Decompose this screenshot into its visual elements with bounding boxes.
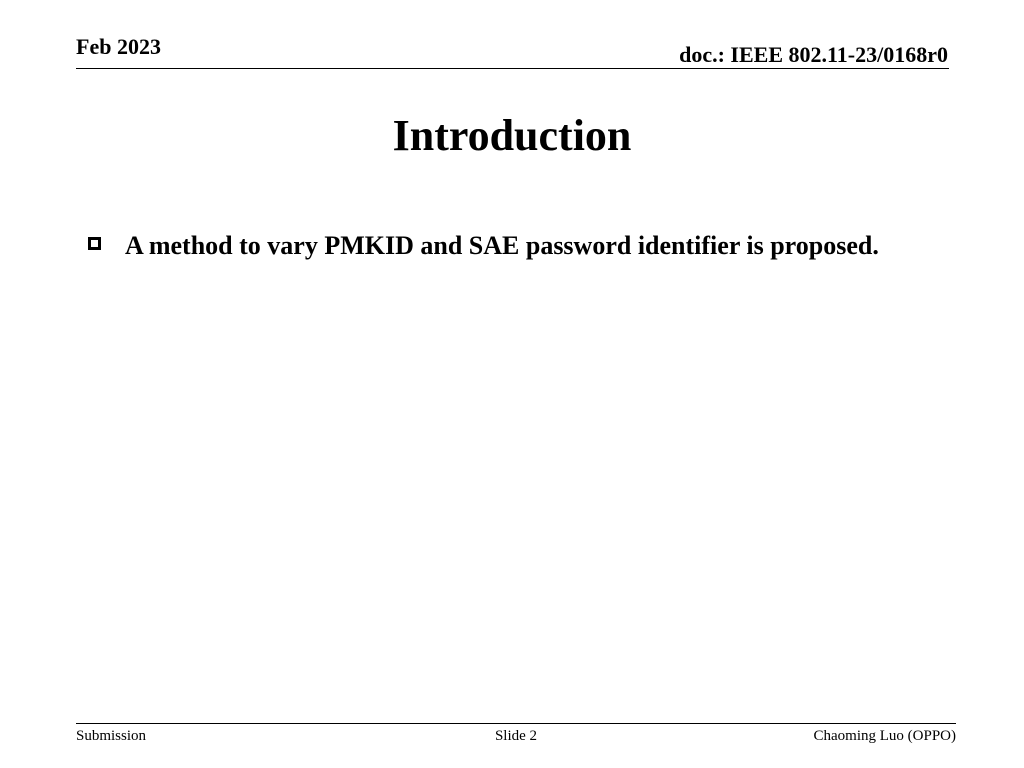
footer-divider <box>76 723 956 724</box>
header-document-id: doc.: IEEE 802.11-23/0168r0 <box>679 42 948 67</box>
bullet-item <box>88 228 938 264</box>
header-date: Feb 2023 <box>76 34 161 59</box>
header-divider <box>76 68 949 69</box>
footer-submission: Submission <box>76 728 147 744</box>
slide-title: Introduction <box>392 111 632 160</box>
footer-slide-number: Slide 2 <box>494 728 538 744</box>
square-bullet-icon <box>88 237 101 250</box>
bullet-text: A method to vary PMKID and SAE password identifier is proposed. <box>125 231 879 260</box>
footer-author: Chaoming Luo (OPPO) <box>813 728 956 744</box>
bullet-list <box>88 228 938 264</box>
